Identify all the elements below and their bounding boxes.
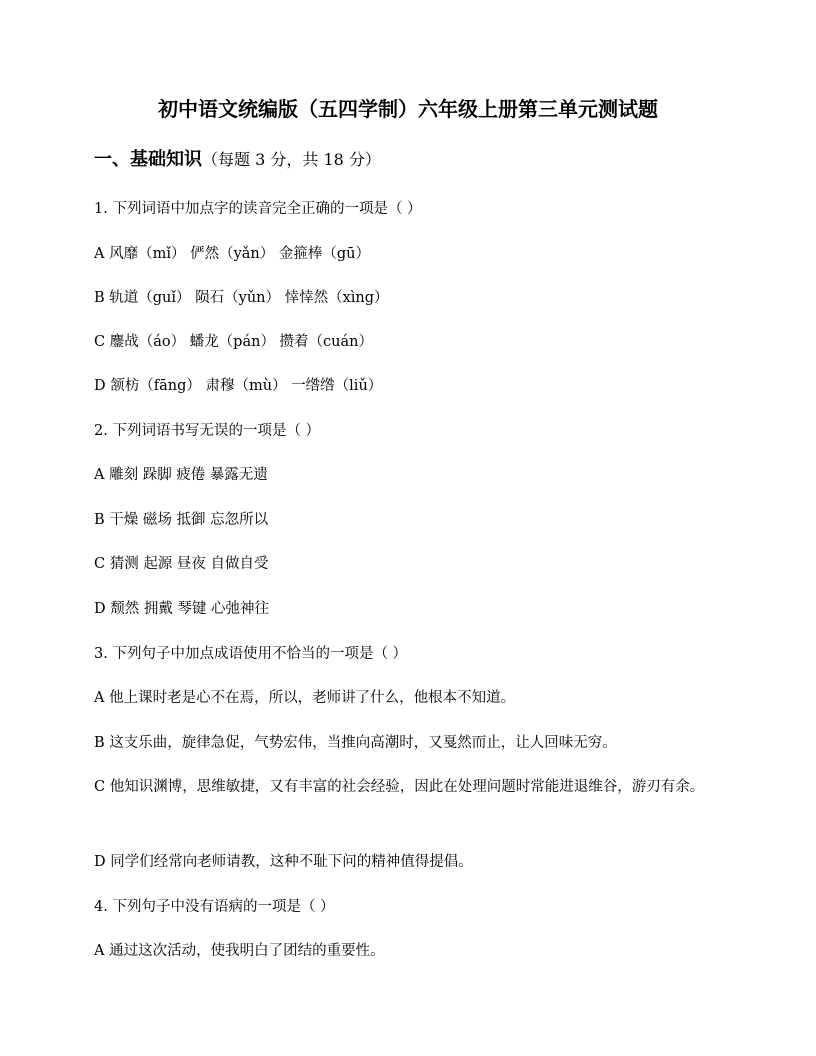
section-heading xyxy=(94,147,381,173)
section-score-note: （每题 3 分，共 18 分） xyxy=(202,150,381,169)
question-3-stem: 3. 下列句子中加点成语使用不恰当的一项是（ ） xyxy=(94,646,408,662)
question-2-option-a: A 雕刻 跺脚 疲倦 暴露无遗 xyxy=(94,467,268,483)
question-3-option-c: C 他知识渊博，思维敏捷，又有丰富的社会经验，因此在处理问题时常能进退维谷，游刃有余。 xyxy=(94,779,705,795)
question-3-option-d: D 同学们经常向老师请教，这种不耻下问的精神值得提倡。 xyxy=(94,854,473,870)
document-title: 初中语文统编版（五四学制）六年级上册第三单元测试题 xyxy=(158,97,658,121)
question-2-option-d: D 颓然 拥戴 琴键 心弛神往 xyxy=(94,601,270,617)
section-heading-text: 一、基础知识 xyxy=(94,149,202,170)
question-1-option-d: D 颔枋（fāng） 肃穆（mù） 一绺绺（liǔ） xyxy=(94,378,383,394)
question-4-stem: 4. 下列句子中没有语病的一项是（ ） xyxy=(94,899,335,915)
question-3-option-a: A 他上课时老是心不在焉，所以，老师讲了什么，他根本不知道。 xyxy=(94,690,516,706)
question-2-stem: 2. 下列词语书写无误的一项是（ ） xyxy=(94,423,321,439)
question-1-option-c: C 鏖战（áo） 蟠龙（pán） 攒着（cuán） xyxy=(94,334,374,350)
question-4-option-a: A 通过这次活动，使我明白了团结的重要性。 xyxy=(94,943,385,959)
question-1-stem: 1. 下列词语中加点字的读音完全正确的一项是（ ） xyxy=(94,201,422,217)
question-3-option-b: B 这支乐曲，旋律急促，气势宏伟，当推向高潮时，又戛然而止，让人回味无穷。 xyxy=(94,735,617,751)
question-1-option-a: A 风靡（mǐ） 俨然（yǎn） 金箍棒（gū） xyxy=(94,246,370,262)
question-2-option-b: B 干燥 磁场 抵御 忘忽所以 xyxy=(94,512,269,528)
question-2-option-c: C 猜测 起源 昼夜 自做自受 xyxy=(94,556,269,572)
question-1-option-b: B 轨道（guǐ） 陨石（yǔn） 悻悻然（xìng） xyxy=(94,290,389,306)
